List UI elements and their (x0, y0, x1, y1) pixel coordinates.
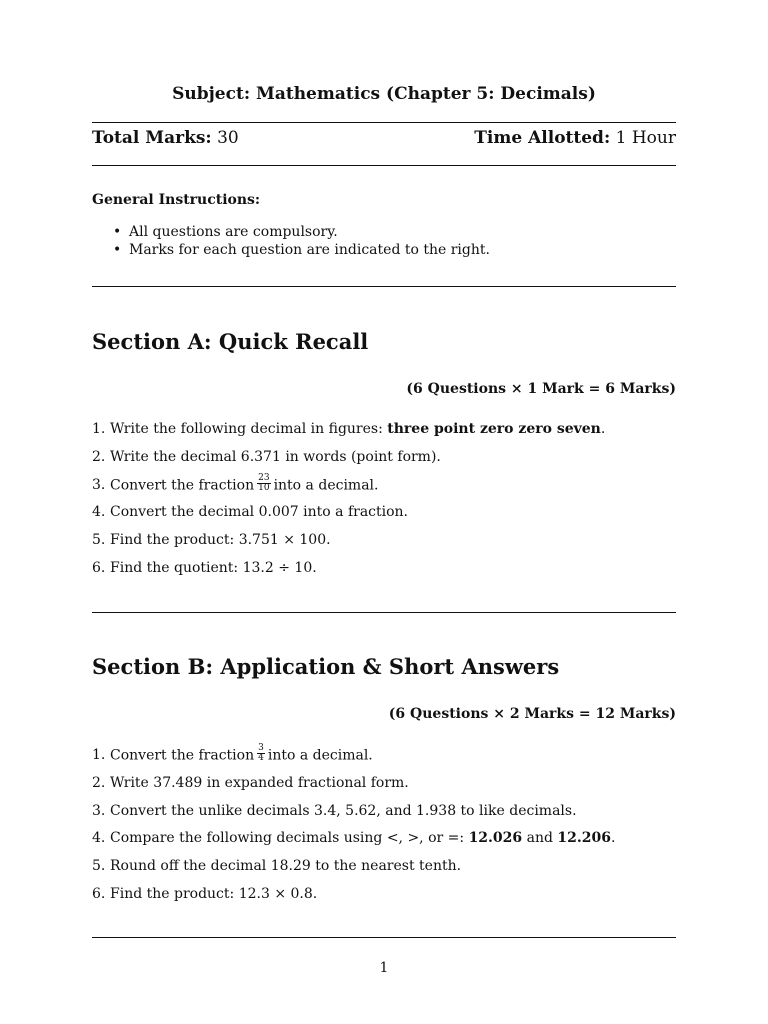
question-item (92, 559, 605, 587)
question-text: Convert the fraction $\frac{23}{10}$ into a decimal. (110, 472, 379, 494)
question-number: 2. (92, 448, 106, 465)
total-marks-value: 30 (217, 128, 239, 148)
question-item (92, 448, 605, 476)
question-text: Find the product: 12.3 × 0.8. (110, 885, 318, 902)
question-item (92, 503, 605, 531)
total-marks (92, 128, 239, 148)
time-label: Time Allotted: (474, 128, 611, 148)
question-number: 5. (92, 858, 106, 875)
question-item (92, 472, 605, 504)
instruction-item: • Marks for each question are indicated to the right. (113, 241, 490, 259)
question-text: Convert the decimal 0.007 into a fraction. (110, 504, 408, 521)
instructions-list (113, 223, 490, 259)
time-value: 1 Hour (615, 128, 676, 148)
question-text: Convert the fraction $\frac{3}{4}$ into a decimal. (110, 743, 373, 764)
question-text: Compare the following decimals using <, >, or =: 12.026 and 12.206. (110, 830, 616, 847)
question-item (92, 774, 615, 802)
question-text: Write the following decimal in figures: three point zero zero seven. (110, 421, 606, 437)
instruction-item: • All questions are compulsory. (113, 223, 490, 241)
question-text: Find the product: 3.751 × 100. (110, 532, 331, 549)
question-number: 4. (92, 504, 106, 521)
header-top-rule (92, 122, 676, 123)
section-b-marks-note: (6 Questions × 2 Marks = 12 Marks) (388, 706, 676, 722)
question-text: Find the quotient: 13.2 ÷ 10. (110, 559, 317, 576)
question-number: 2. (92, 774, 106, 791)
fraction: $\frac{3}{4}$ (258, 743, 264, 763)
question-number: 5. (92, 532, 106, 549)
section-a-marks-note: (6 Questions × 1 Mark = 6 Marks) (406, 381, 676, 397)
question-item (92, 420, 605, 448)
page-number: 1 (379, 960, 389, 976)
question-number: 6. (92, 885, 106, 902)
header-bottom-rule (92, 165, 676, 166)
section-a-title: Section A: Quick Recall (92, 329, 369, 354)
subject-title: Subject: Mathematics (Chapter 5: Decimals) (172, 84, 596, 104)
section-b-questions (92, 743, 616, 913)
section-a-questions (92, 420, 605, 587)
question-number: 3. (92, 476, 106, 493)
question-item (92, 743, 615, 774)
question-item (92, 857, 615, 885)
time-allotted (474, 128, 676, 148)
instructions-rule (92, 286, 676, 287)
question-item (92, 885, 615, 913)
question-text: Round off the decimal 18.29 to the nearest tenth. (110, 858, 462, 875)
question-item (92, 829, 615, 857)
section-b-title: Section B: Application & Short Answers (92, 654, 560, 679)
question-text: Convert the unlike decimals 3.4, 5.62, and 1.938 to like decimals. (110, 802, 577, 819)
question-number: 3. (92, 802, 106, 819)
section-a-rule (92, 612, 676, 613)
total-marks-label: Total Marks: (92, 128, 212, 148)
question-item (92, 531, 605, 559)
fraction: $\frac{23}{10}$ (258, 472, 270, 493)
section-b-rule (92, 937, 676, 938)
question-text: Write 37.489 in expanded fractional form. (110, 774, 409, 791)
instructions-title: General Instructions: (92, 192, 261, 208)
question-number: 4. (92, 830, 106, 847)
question-number: 1. (92, 421, 106, 437)
question-number: 6. (92, 559, 106, 576)
question-number: 1. (92, 747, 106, 763)
question-text: Write the decimal 6.371 in words (point form). (110, 448, 441, 465)
question-item (92, 802, 615, 830)
exam-meta (92, 128, 676, 148)
